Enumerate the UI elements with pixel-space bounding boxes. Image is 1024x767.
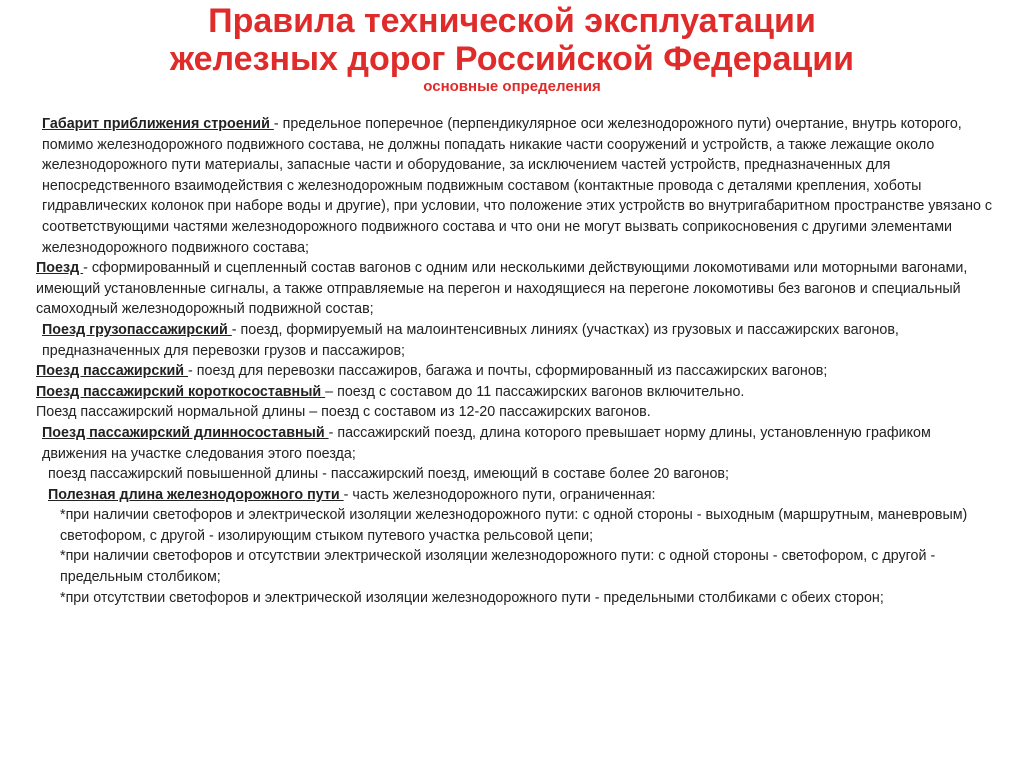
definitions-body bbox=[36, 114, 996, 608]
definition-text: – поезд с составом до 11 пассажирских вагонов включительно. bbox=[325, 383, 745, 400]
definition-poezd bbox=[36, 258, 996, 320]
definition-korotkosostavny bbox=[36, 382, 996, 403]
definition-povyshennoy-dliny: поезд пассажирский повышенной длины - пассажирский поезд, имеющий в составе более 20 вагонов; bbox=[48, 466, 729, 483]
definition-text: - поезд для перевозки пассажиров, багажа и почты, сформированный из пассажирских вагонов; bbox=[188, 363, 828, 380]
definition-term: Поезд пассажирский короткосоставный bbox=[36, 383, 326, 400]
title-line-1: Правила технической эксплуатации bbox=[208, 2, 816, 40]
definition-text: - поезд, формируемый на малоинтенсивных линиях (участках) из грузовых и пассажирских вагонов, предназначенных для перевозки грузов и пассажиров; bbox=[42, 321, 899, 359]
definition-normalnoy-dliny: Поезд пассажирский нормальной длины – поезд с составом из 12-20 пассажирских вагонов. bbox=[36, 404, 651, 421]
condition-item: *при наличии светофоров и отсутствии электрической изоляции железнодорожного пути: с одной стороны - светофором, с другой - предельным столбиком; bbox=[60, 548, 936, 586]
condition-item: *при отсутствии светофоров и электрической изоляции железнодорожного пути - предельными столбиками с обеих сторон; bbox=[60, 589, 884, 606]
definition-text: - сформированный и сцепленный состав вагонов с одним или несколькими действующими локомотивами или моторными вагонами, имеющий установленные сигналы, а также отправляемые на перегон и находящиеся на перегоне локомотивы без вагонов и специальный самоходный железнодорожный подвижной состав; bbox=[36, 260, 968, 318]
definition-term: Габарит приближения строений bbox=[42, 116, 274, 132]
definition-term: Поезд грузопассажирский bbox=[42, 321, 232, 338]
condition-item: *при наличии светофоров и электрической изоляции железнодорожного пути: с одной стороны - выходным (маршрутным, маневровым) светофором, с другой - изолирующим стыком путевого участка рельсовой цепи; bbox=[60, 507, 968, 544]
definition-gruzopassazhirsky bbox=[36, 320, 996, 361]
definition-text: - часть железнодорожного пути, ограниченная: bbox=[343, 486, 656, 503]
definition-poleznaya-dlina bbox=[36, 485, 996, 506]
definition-gabarit bbox=[36, 114, 996, 258]
slide-subtitle: основные определения bbox=[423, 78, 601, 95]
definition-dlinnosostavny bbox=[36, 423, 996, 464]
definition-term: Поезд bbox=[36, 260, 84, 277]
definition-text: - пассажирский поезд, длина которого превышает норму длины, установленную графиком движения на участке следования этого поезда; bbox=[42, 424, 931, 462]
definition-term: Полезная длина железнодорожного пути bbox=[48, 486, 344, 503]
definition-term: Поезд пассажирский bbox=[36, 363, 189, 380]
definition-text: - предельное поперечное (перпендикулярное оси железнодорожного пути) очертание, внутрь которого, помимо железнодорожного подвижного состава, не должны попадать никакие части сооружений и устройств, а также лежащие около железнодорожного пути материалы, запасные части и оборудование, за исключением частей устройств, предназначенных для непосредственного взаимодействия с железнодорожным подвижным составом (контактные провода с деталями крепления, хоботы гидравлических колонок при наборе воды и другие), при условии, что положение этих устройств во внутригабаритном пространстве увязано с соответствующими частями железнодорожного подвижного состава и что они не могут вызвать соприкосновения с другими элементами железнодорожного подвижного состава; bbox=[42, 116, 993, 256]
definition-term: Поезд пассажирский длинносоставный bbox=[42, 424, 329, 441]
definition-passazhirsky bbox=[36, 361, 996, 382]
title-line-2: железных дорог Российской Федерации bbox=[169, 40, 855, 78]
slide-title bbox=[0, 2, 1024, 78]
